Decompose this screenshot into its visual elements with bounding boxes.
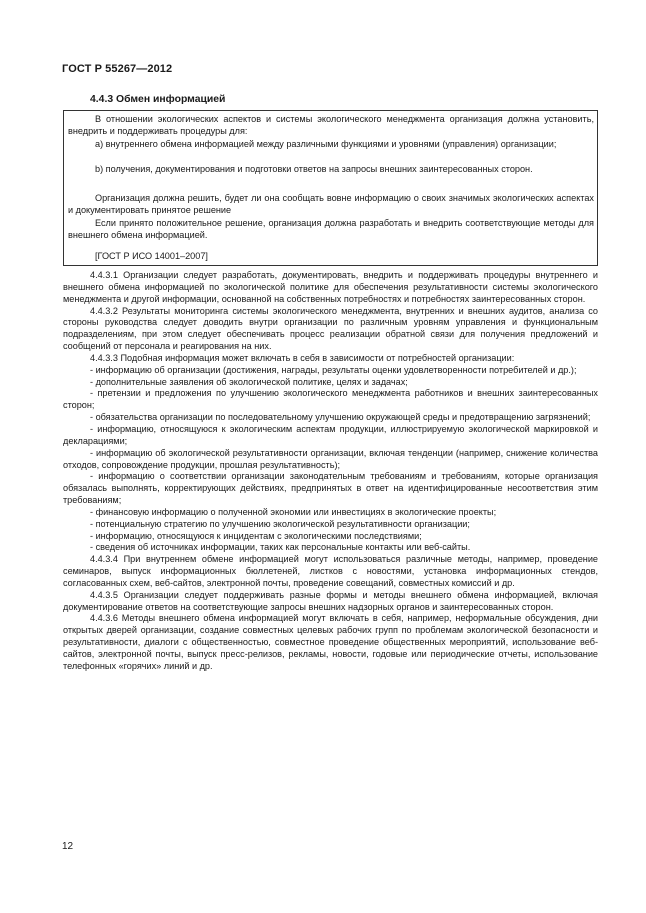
body-paragraph: 4.4.3.3 Подобная информация может включать в себя в зависимости от потребностей организации: bbox=[90, 352, 515, 363]
box-paragraph: В отношении экологических аспектов и системы экологического менеджмента организация должна установить, внедрить и поддерживать процедуры для: bbox=[68, 114, 594, 136]
section-title: 4.4.3 Обмен информацией bbox=[90, 94, 226, 105]
list-item: - сведения об источниках информации, таких как персональные контакты или веб-сайты. bbox=[90, 542, 471, 553]
box-paragraph: a) внутреннего обмена информацией между различными функциями и уровнями (управления) организации; bbox=[95, 139, 557, 149]
list-item: - информацию, относящуюся к инцидентам с экологическими последствиями; bbox=[90, 530, 422, 541]
list-item: - информацию, относящуюся к экологическим аспектам продукции, иллюстрируемую экологической маркировкой и декларациями; bbox=[63, 423, 598, 446]
document-header: ГОСТ Р 55267—2012 bbox=[62, 63, 173, 75]
quoted-standard-box bbox=[63, 110, 598, 266]
page-number: 12 bbox=[62, 841, 74, 852]
box-paragraph: b) получения, документирования и подготовки ответов на запросы внешних заинтересованных сторон. bbox=[95, 164, 533, 174]
body-paragraph: 4.4.3.2 Результаты мониторинга системы экологического менеджмента, внутренних и внешних аудитов, анализа со стороны руководства следует доводить внутри организации по различным уровням управления и функциональным подразделениям, при этом следует обеспечивать процесс реализации обратной связи для получения предложений и сообщений от персонала и реагирования на них. bbox=[63, 305, 598, 352]
list-item: - информацию об экологической результативности организации, включая тенденции (например, снижение количества отходов, сопровождение продукции, прошлая результативность); bbox=[63, 447, 598, 470]
body-paragraph: 4.4.3.4 При внутреннем обмене информацией могут использоваться различные методы, например, проведение семинаров, выпуск информационных бюллетеней, листков с новостями, установка информационных стендов, согласованных схем, веб-сайтов, электронной почты, проведение совещаний, совместных комиссий и др. bbox=[63, 554, 598, 588]
box-paragraph: Если принято положительное решение, организация должна разработать и внедрить соответствующие методы для внешнего обмена информацией. bbox=[68, 218, 594, 240]
list-item: - обязательства организации по последовательному улучшению окружающей среды и предотвращению загрязнений; bbox=[90, 412, 591, 423]
body-paragraph: 4.4.3.1 Организации следует разработать, документировать, внедрить и поддерживать процедуры внутреннего и внешнего обмена информацией по экологической политике для обеспечения результативности системы экологического менеджмента и другой информации, основанной на собственных потребностях и потребностях заинтересованных сторон. bbox=[63, 270, 598, 304]
body-paragraph: 4.4.3.5 Организации следует поддерживать разные формы и методы внешнего обмена информацией, включая документирование ответов на соответствующие запросы внешних надзорных органов и заинтересованных сторон. bbox=[63, 589, 598, 612]
list-item: - информацию об организации (достижения, награды, результаты оценки удовлетворенности потребителей и др.); bbox=[90, 364, 577, 375]
list-item: - потенциальную стратегию по улучшению экологической результативности организации; bbox=[90, 518, 470, 529]
list-item: - информацию о соответствии организации законодательным требованиям и требованиям, которые организация обязалась выполнять, корректирующих действиях, предпринятых в ответ на идентифицированные несоответствия этим требованиям; bbox=[63, 471, 598, 506]
body-paragraph: 4.4.3.6 Методы внешнего обмена информацией могут включать в себя, например, неформальные обсуждения, дни открытых дверей организации, создание совместных целевых рабочих групп по проблемам экологической безопасности и результативности, диалоги с общественностью, совместное проведение общественных мероприятий, использование веб-сайтов, электронной почты, выпуск пресс-релизов, рекламы, новости, годовые или периодические отчеты, использование телефонных «горячих» линий и др. bbox=[63, 613, 598, 671]
document-body bbox=[63, 270, 598, 673]
box-reference: [ГОСТ Р ИСО 14001–2007] bbox=[95, 251, 208, 261]
list-item: - финансовую информацию о полученной экономии или инвестициях в экологические проекты; bbox=[90, 506, 497, 517]
box-paragraph: Организация должна решить, будет ли она сообщать вовне информацию о своих значимых экологических аспектах и документировать принятое решение bbox=[68, 193, 594, 215]
list-item: - дополнительные заявления об экологической политике, целях и задачах; bbox=[90, 376, 408, 387]
list-item: - претензии и предложения по улучшению экологического менеджмента работников и внешних заинтересованных сторон; bbox=[63, 388, 598, 411]
